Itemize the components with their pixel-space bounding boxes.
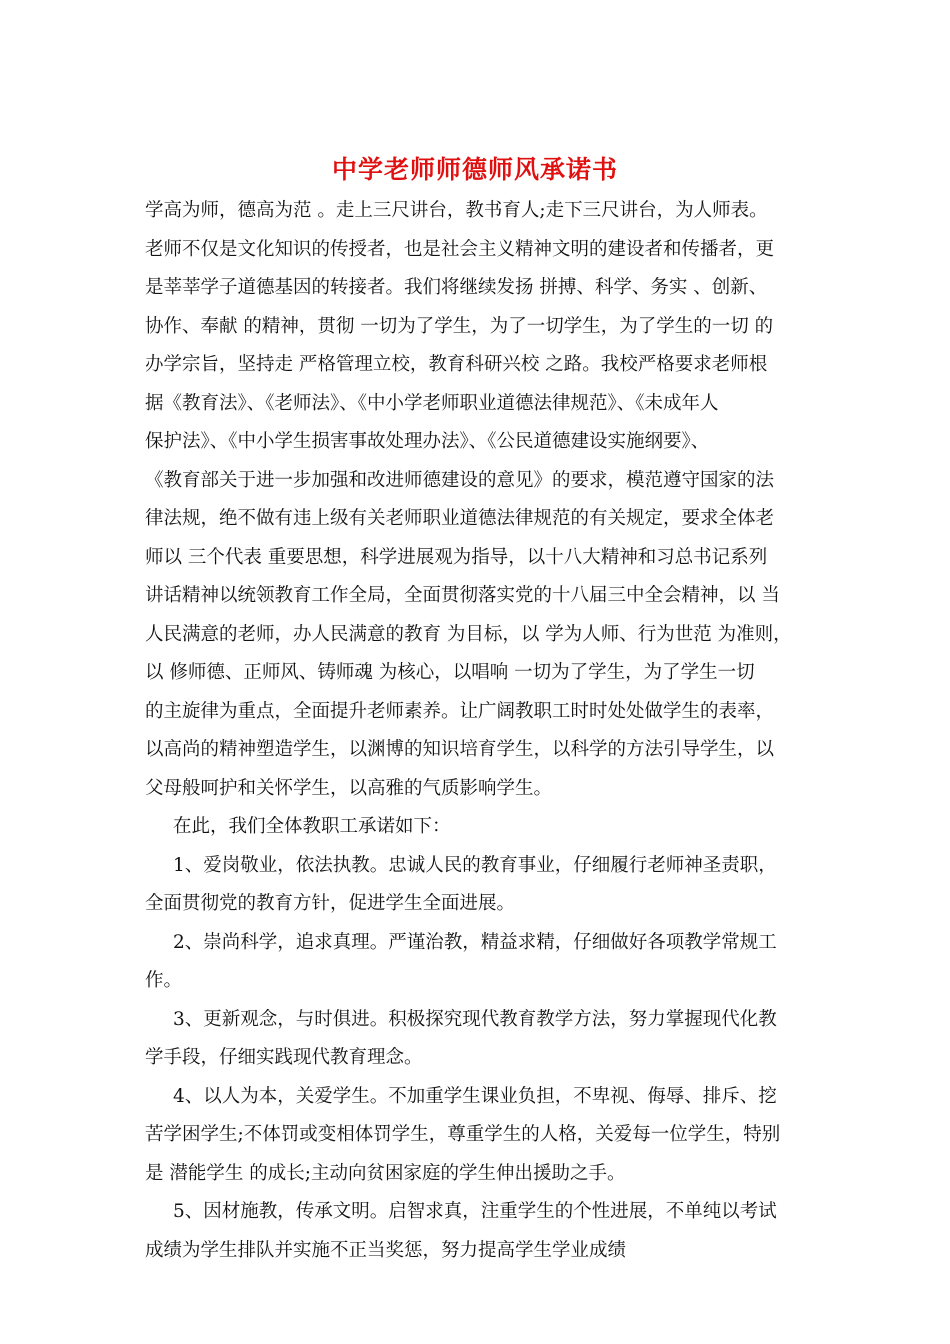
body-line: 律法规，绝不做有违上级有关老师职业道德法律规范的有关规定，要求全体老 — [145, 508, 775, 529]
body-line: 据《教育法》、《老师法》、《中小学老师职业道德法律规范》、《未成年人 — [145, 392, 719, 414]
body-line: 作。 — [145, 970, 183, 991]
body-line: 讲话精神以统领教育工作全局，全面贯彻落实党的十八届三中全会精神，以 当 — [145, 585, 780, 606]
body-line: 学高为师，德高为范 。走上三尺讲台，教书育人;走下三尺讲台，为人师表。 — [145, 200, 768, 221]
body-line: 以高尚的精神塑造学生，以渊博的知识培育学生，以科学的方法引导学生，以 — [145, 739, 775, 760]
body-line: 4、以人为本，关爱学生。不加重学生课业负担，不卑视、侮辱、排斥、挖 — [173, 1085, 777, 1107]
body-line: 学手段，仔细实践现代教育理念。 — [145, 1047, 423, 1068]
body-line: 以 修师德、正师风、铸师魂 为核心，以唱响 一切为了学生，为了学生一切 — [145, 662, 755, 683]
body-line: 老师不仅是文化知识的传授者，也是社会主义精神文明的建设者和传播者，更 — [145, 238, 775, 260]
body-line: 是 潜能学生 的成长;主动向贫困家庭的学生伸出援助之手。 — [145, 1162, 626, 1184]
body-line: 人民满意的老师，办人民满意的教育 为目标，以 学为人师、行为世范 为准则， — [145, 623, 792, 645]
document-title: 中学老师师德师风承诺书 — [331, 155, 618, 184]
body-line: 父母般呵护和关怀学生，以高雅的气质影响学生。 — [145, 777, 553, 799]
body-line: 5、因材施教，传承文明。启智求真，注重学生的个性进展，不单纯以考试 — [173, 1201, 777, 1222]
body-line: 成绩为学生排队并实施不正当奖惩，努力提高学生学业成绩 — [145, 1239, 627, 1261]
body-line: 是莘莘学子道德基因的转接者。我们将继续发扬 拼搏、科学、务实 、创新、 — [145, 277, 768, 298]
body-line: 的主旋律为重点，全面提升老师素养。让广阔教职工时时处处做学生的表率， — [145, 700, 775, 722]
body-line: 《教育部关于进一步加强和改进师德建设的意见》的要求，模范遵守国家的法 — [145, 469, 775, 491]
body-line: 3、更新观念，与时俱进。积极探究现代教育教学方法，努力掌握现代化教 — [173, 1008, 777, 1030]
body-line: 全面贯彻党的教育方针，促进学生全面进展。 — [145, 893, 516, 914]
body-line: 1、爱岗敬业，依法执教。忠诚人民的教育事业，仔细履行老师神圣责职， — [173, 854, 777, 876]
body-line: 2、崇尚科学，追求真理。严谨治教，精益求精，仔细做好各项教学常规工 — [173, 931, 777, 953]
body-line: 办学宗旨，坚持走 严格管理立校，教育科研兴校 之路。我校严格要求老师根 — [145, 354, 768, 375]
body-line: 师以 三个代表 重要思想，科学进展观为指导，以十八大精神和习总书记系列 — [145, 546, 768, 568]
body-line: 在此，我们全体教职工承诺如下： — [173, 816, 451, 837]
body-line: 保护法》、《中小学生损害事故处理办法》、《公民道德建设实施纲要》、 — [145, 431, 710, 452]
document-body — [145, 192, 825, 1270]
body-line: 协作、奉献 的精神，贯彻 一切为了学生，为了一切学生，为了学生的一切 的 — [145, 315, 774, 337]
body-line: 苦学困学生;不体罚或变相体罚学生，尊重学生的人格，关爱每一位学生，特别 — [145, 1124, 781, 1145]
